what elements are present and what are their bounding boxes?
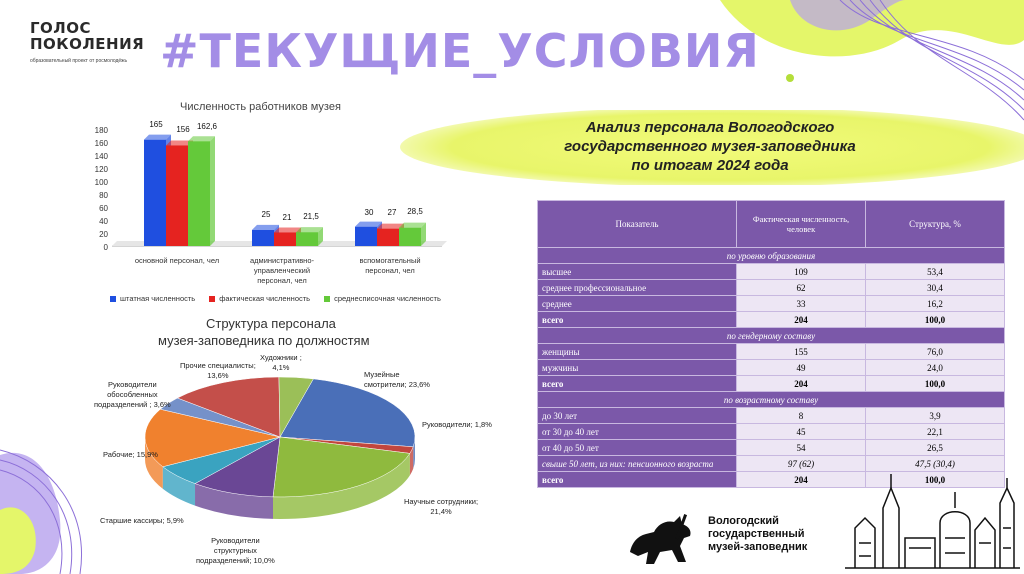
table-cell: 30,4 <box>866 280 1005 296</box>
legend-label: фактическая численность <box>219 294 311 303</box>
museum-line: музей-заповедник <box>708 541 808 553</box>
table-cell: 54 <box>737 440 866 456</box>
bar-value-label: 21 <box>282 213 292 222</box>
cat-line: персонал, чел <box>257 276 307 285</box>
table-row <box>538 296 1005 312</box>
table-row <box>538 280 1005 296</box>
table-cell: всего <box>538 472 737 488</box>
analysis-line: по итогам 2024 года <box>631 157 789 174</box>
table-section-row <box>538 248 1005 264</box>
pie-title-line: Структура персонала <box>206 316 336 331</box>
table-cell: 16,2 <box>866 296 1005 312</box>
ytick-60: 60 <box>99 204 108 213</box>
bar-value-label: 165 <box>149 120 163 129</box>
table-cell: 100,0 <box>866 312 1005 328</box>
pie-label: Научные сотрудники; 21,4% <box>404 497 479 516</box>
table-section-row <box>538 328 1005 344</box>
legend-item <box>110 294 195 303</box>
ytick-20: 20 <box>99 230 108 239</box>
table-cell: 47,5 (30,4) <box>866 456 1005 472</box>
table-cell: 53,4 <box>866 264 1005 280</box>
page-title: #ТЕКУЩИЕ_УСЛОВИЯ <box>160 24 760 78</box>
table-cell: 8 <box>737 408 866 424</box>
pie-label: Руководители; 1,8% <box>422 420 492 429</box>
table-cell: 45 <box>737 424 866 440</box>
table-row <box>538 312 1005 328</box>
ytick-100: 100 <box>94 178 108 187</box>
bar-value-label: 25 <box>261 210 271 219</box>
museum-line: Вологодский <box>708 515 779 527</box>
table-cell: 62 <box>737 280 866 296</box>
cat-line: административно- <box>249 256 314 265</box>
table-cell: 204 <box>737 376 866 392</box>
pie-chart-title <box>158 315 370 349</box>
table-section-title: по гендерному составу <box>538 328 1005 344</box>
table-header: Структура, % <box>866 201 1005 248</box>
table-row <box>538 264 1005 280</box>
bar-chart-yaxis <box>88 120 112 252</box>
pie-label: Руководители обособленных подразделений ; 3,6% <box>94 380 171 409</box>
table-cell: 76,0 <box>866 344 1005 360</box>
table-row <box>538 344 1005 360</box>
bar-value-label: 27 <box>387 208 397 217</box>
table-cell: 26,5 <box>866 440 1005 456</box>
bar-category-label: основной персонал, чел <box>134 256 220 265</box>
table-cell: среднее <box>538 296 737 312</box>
bar-value-label: 156 <box>176 125 190 134</box>
bar-chart-legend <box>110 294 441 303</box>
pie-label: Прочие специалисты; 13,6% <box>180 361 256 380</box>
table-cell: 22,1 <box>866 424 1005 440</box>
table-cell: 204 <box>737 472 866 488</box>
table-cell: свыше 50 лет, из них: пенсионного возраста <box>538 456 737 472</box>
table-row <box>538 376 1005 392</box>
table-section-title: по возрастному составу <box>538 392 1005 408</box>
table-section-row <box>538 392 1005 408</box>
table-cell: от 30 до 40 лет <box>538 424 737 440</box>
table-header: Показатель <box>538 201 737 248</box>
pie-label: Художники ; 4,1% <box>260 353 302 372</box>
museum-name <box>708 515 807 554</box>
legend-label: среднесписочная численность <box>334 294 441 303</box>
logo-line2: ПОКОЛЕНИЯ <box>30 35 145 53</box>
legend-item <box>324 294 441 303</box>
pie-label: Рабочие; 15,9% <box>103 450 158 459</box>
ytick-80: 80 <box>99 191 108 200</box>
bar <box>399 228 421 246</box>
bar-value-label: 162,6 <box>196 122 218 131</box>
museum-logo-icon <box>624 512 704 570</box>
analysis-line: государственного музея-заповедника <box>564 138 856 155</box>
table-cell: среднее профессиональное <box>538 280 737 296</box>
museum-line: государственный <box>708 528 805 540</box>
table-row <box>538 440 1005 456</box>
table-cell: 24,0 <box>866 360 1005 376</box>
table-cell: 100,0 <box>866 376 1005 392</box>
table-cell: высшее <box>538 264 737 280</box>
pie-label: Старшие кассиры; 5,9% <box>100 516 184 525</box>
cat-line: персонал, чел <box>365 266 415 275</box>
bar <box>166 145 188 246</box>
bar-value-label: 21,5 <box>303 212 319 221</box>
table-cell: мужчины <box>538 360 737 376</box>
bar <box>144 140 166 246</box>
cat-line: управленческий <box>253 266 311 275</box>
bar <box>355 227 377 246</box>
ytick-140: 140 <box>94 152 108 161</box>
table-cell: 97 (62) <box>737 456 866 472</box>
kremlin-silhouette <box>845 468 1020 572</box>
bar <box>296 232 318 246</box>
logo-subtitle: образовательный проект от росмолодёжь <box>30 58 128 64</box>
analysis-line: Анализ персонала Вологодского <box>585 119 835 136</box>
table-cell: женщины <box>538 344 737 360</box>
bar <box>252 230 274 246</box>
bar <box>188 141 210 246</box>
logo-line1: ГОЛОС <box>30 19 92 37</box>
table-section-title: по уровню образования <box>538 248 1005 264</box>
bar <box>274 232 296 246</box>
table-row <box>538 424 1005 440</box>
table-cell: всего <box>538 376 737 392</box>
table-cell: 109 <box>737 264 866 280</box>
table-header: Фактическая численность, человек <box>737 201 866 248</box>
table-row <box>538 408 1005 424</box>
ytick-120: 120 <box>94 165 108 174</box>
bar-value-label: 28,5 <box>407 207 423 216</box>
bar-side <box>210 136 215 246</box>
table-row <box>538 360 1005 376</box>
bar <box>377 229 399 246</box>
brand-logo <box>30 20 144 52</box>
ytick-160: 160 <box>94 139 108 148</box>
table-cell: всего <box>538 312 737 328</box>
table-cell: до 30 лет <box>538 408 737 424</box>
bar-category-label <box>340 256 440 276</box>
table-cell: 100,0 <box>866 472 1005 488</box>
pie-label: Музейные смотрители; 23,6% <box>364 370 430 389</box>
table-cell: от 40 до 50 лет <box>538 440 737 456</box>
ytick-180: 180 <box>94 126 108 135</box>
table-cell: 155 <box>737 344 866 360</box>
legend-item <box>209 294 310 303</box>
legend-label: штатная численность <box>120 294 196 303</box>
bar-category-label <box>232 256 332 286</box>
staff-table <box>537 200 1005 488</box>
analysis-heading <box>470 118 950 175</box>
table-cell: 33 <box>737 296 866 312</box>
bar-chart-title: Численность работников музея <box>180 101 341 113</box>
bar-value-label: 30 <box>364 208 374 217</box>
table-header-row <box>538 201 1005 248</box>
ytick-0: 0 <box>103 243 108 252</box>
ytick-40: 40 <box>99 217 108 226</box>
pie-label: Руководители структурных подразделений; 10,0% <box>196 536 275 565</box>
pie-title-line: музея-заповедника по должностям <box>158 333 370 348</box>
table-cell: 3,9 <box>866 408 1005 424</box>
table-cell: 49 <box>737 360 866 376</box>
table-cell: 204 <box>737 312 866 328</box>
cat-line: вспомогательный <box>359 256 421 265</box>
